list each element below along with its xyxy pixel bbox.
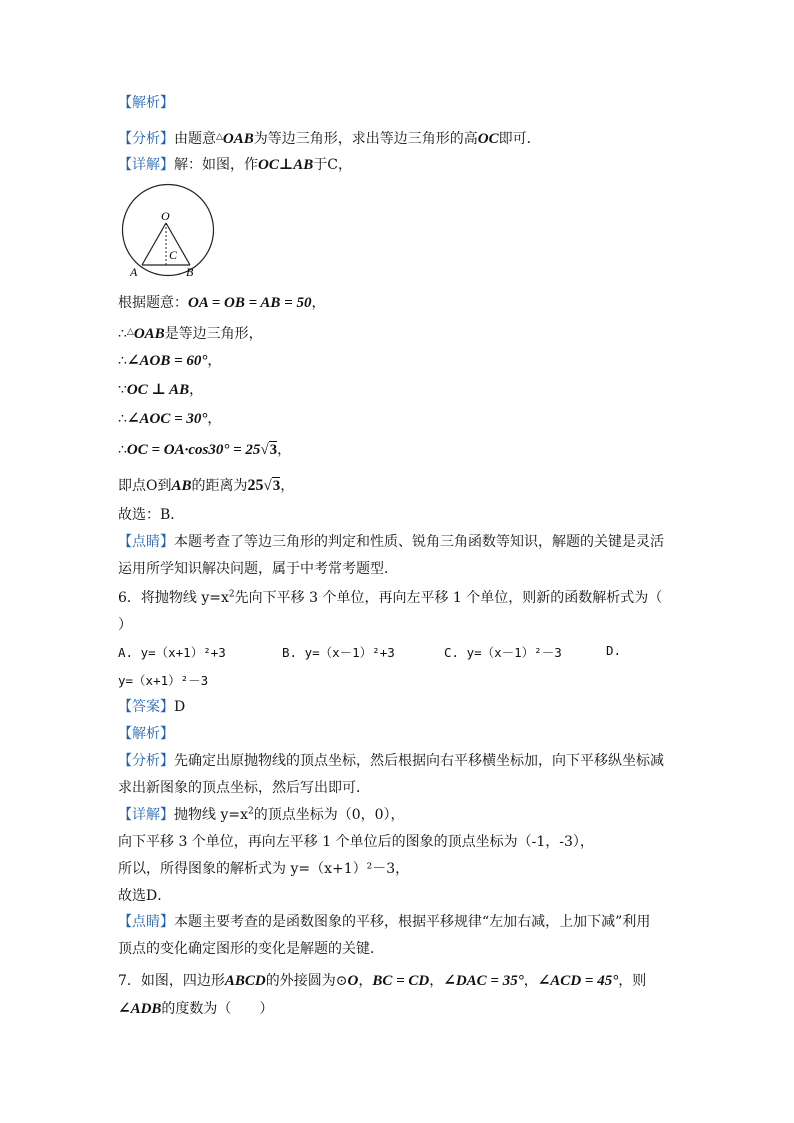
detail-tag: 【详解】 <box>118 157 174 173</box>
q7-text-c: ， <box>358 973 373 989</box>
step-7-text-b: 的距离为 <box>191 478 248 494</box>
step-7 <box>118 476 294 496</box>
q7-text-b: 的外接圆为⊙ <box>265 973 348 989</box>
triangle-symbol: △ <box>216 132 223 142</box>
answer-tag: 【答案】 <box>118 699 174 715</box>
q6-analysis-1 <box>118 751 664 771</box>
analysis-text-a: 由题意 <box>174 131 216 147</box>
q7-math-o: O <box>347 973 359 989</box>
step-2 <box>118 322 263 344</box>
q6-stem-end: ） <box>118 617 132 633</box>
q7-text-a: 7．如图，四边形 <box>118 973 225 989</box>
step-1 <box>118 293 325 313</box>
detail-text-b: 于C， <box>313 157 352 173</box>
math-oc-perp-ab: OC⊥AB <box>258 157 314 173</box>
therefore-symbol: ∴ <box>118 442 127 458</box>
q6-detail-b: 的顶点坐标为（0，0）， <box>253 807 405 823</box>
step-1-text: 根据题意： <box>118 295 188 311</box>
step-7-text-a: 即点O到 <box>118 478 172 494</box>
q7-text-d: ， <box>429 973 444 989</box>
q6-answer <box>118 697 185 717</box>
step-5-punct: ， <box>207 411 222 427</box>
q6-detail-sup: 2 <box>248 806 254 817</box>
step-2-text: 是等边三角形， <box>164 326 263 342</box>
dianjing-1 <box>118 532 664 552</box>
analysis-tag: 【分析】 <box>118 753 174 769</box>
step-7-punct: ， <box>280 478 295 494</box>
detail-text-a: 解：如图，作 <box>174 157 258 173</box>
because-symbol: ∵ <box>118 382 127 398</box>
step-3 <box>118 351 221 371</box>
q6-option-d-label: D. <box>606 643 622 658</box>
analysis-paragraph <box>118 127 541 149</box>
sqrt-sign: √ <box>260 442 269 458</box>
q6-option-c: C. y=（x－1）²－3 <box>444 645 562 660</box>
label-b: B <box>186 265 194 279</box>
q7-math-dac: ∠DAC = 35° <box>443 973 524 989</box>
analysis-text-b: 为等边三角形，求出等边三角形的高 <box>253 131 478 147</box>
label-c: C <box>169 248 178 262</box>
q7-text-e: ， <box>523 973 538 989</box>
q6-analysis-2: 求出新图象的顶点坐标，然后写出即可． <box>118 780 370 796</box>
step-1-punct: ， <box>311 295 326 311</box>
sqrt-sign: √ <box>263 478 272 494</box>
therefore-symbol: ∴ <box>118 353 127 369</box>
step-4-math: OC ⊥ AB <box>126 382 190 398</box>
step-6-punct: ， <box>277 442 292 458</box>
circle-o <box>123 185 214 276</box>
step-6-radicand: 3 <box>269 442 278 458</box>
q7-text-g: 的度数为（ ） <box>161 1001 274 1017</box>
q6-option-b: B. y=（x－1）²+3 <box>282 645 395 660</box>
choose-b: 故选：B． <box>118 507 185 523</box>
step-4 <box>118 380 203 400</box>
jiexi-heading: 【解析】 <box>118 95 174 111</box>
q6-option-a: A. y=（x+1）²+3 <box>118 645 226 660</box>
dianjing-text-1: 本题考查了等边三角形的判定和性质、锐角三角函数等知识，解题的关键是灵活 <box>174 534 664 550</box>
therefore-symbol: ∴ <box>118 411 127 427</box>
step-4-punct: ， <box>189 382 204 398</box>
dianjing-2: 运用所学知识解决问题，属于中考常考题型． <box>118 561 398 577</box>
q6-detail-3: 所以，所得图象的解析式为 y=（x+1）²－3， <box>118 861 410 877</box>
q6-detail-a: 抛物线 y=x <box>174 807 248 823</box>
q6-stem <box>118 588 662 608</box>
analysis-text-c: 即可． <box>498 131 541 147</box>
circle-triangle-figure <box>116 183 220 281</box>
answer-value: D <box>174 699 186 715</box>
step-5 <box>118 409 221 429</box>
step-6 <box>118 440 291 460</box>
q6-jiexi-heading: 【解析】 <box>118 726 174 742</box>
q6-dianjing-2: 顶点的变化确定图形的变化是解题的关键． <box>118 941 384 957</box>
therefore-symbol: ∴ <box>118 326 127 342</box>
step-3-math: ∠AOB = 60° <box>126 353 208 369</box>
q6-dianjing-text-1: 本题主要考查的是函数图象的平移，根据平移规律“左加右减，上加下减”利用 <box>174 914 651 930</box>
q6-option-d: y=（x+1）²－3 <box>118 673 209 688</box>
triangle-symbol: △ <box>126 327 134 337</box>
q6-choose: 故选D． <box>118 888 172 904</box>
label-a: A <box>130 265 138 279</box>
q6-detail-2: 向下平移 3 个单位，再向左平移 1 个单位后的图象的顶点坐标为（-1，-3）， <box>118 834 594 850</box>
step-2-math: OAB <box>133 326 165 342</box>
q6-stem-sup: 2 <box>228 589 235 600</box>
q7-math-adb: ∠ADB <box>118 1001 162 1017</box>
math-oc: OC <box>477 131 499 147</box>
q7-math-bc-cd: BC = CD <box>372 973 430 989</box>
detail-tag: 【详解】 <box>118 807 174 823</box>
step-3-punct: ， <box>207 353 222 369</box>
side-oa <box>142 223 166 265</box>
step-7-number: 25 <box>247 477 264 494</box>
q6-stem-b: 先向下平移 3 个单位，再向左平移 1 个单位，则新的函数解析式为（ <box>234 590 663 606</box>
step-7-math: AB <box>171 478 192 494</box>
step-7-radicand: 3 <box>272 478 281 494</box>
step-1-math: OA = OB = AB = 50 <box>188 295 312 311</box>
dianjing-tag: 【点睛】 <box>118 914 174 930</box>
dianjing-tag: 【点睛】 <box>118 534 174 550</box>
q6-detail-1 <box>118 805 405 825</box>
q7-stem-2 <box>118 999 273 1019</box>
q7-math-abcd: ABCD <box>224 973 266 989</box>
detail-paragraph <box>118 155 352 175</box>
q7-stem-1 <box>118 971 646 991</box>
math-oab: OAB <box>222 131 254 147</box>
analysis-tag: 【分析】 <box>118 131 174 147</box>
step-5-math: ∠AOC = 30° <box>126 411 208 427</box>
q7-math-acd: ∠ACD = 45° <box>537 973 619 989</box>
q6-analysis-text-1: 先确定出原抛物线的顶点坐标，然后根据向右平移横坐标加，向下平移纵坐标减 <box>174 753 664 769</box>
q6-stem-a: 6．将抛物线 y=x <box>118 590 229 606</box>
q6-dianjing-1 <box>118 912 650 932</box>
q7-text-f: ，则 <box>618 973 647 989</box>
label-o: O <box>161 209 170 223</box>
step-6-math: OC = OA·cos30° = 25 <box>126 442 261 458</box>
